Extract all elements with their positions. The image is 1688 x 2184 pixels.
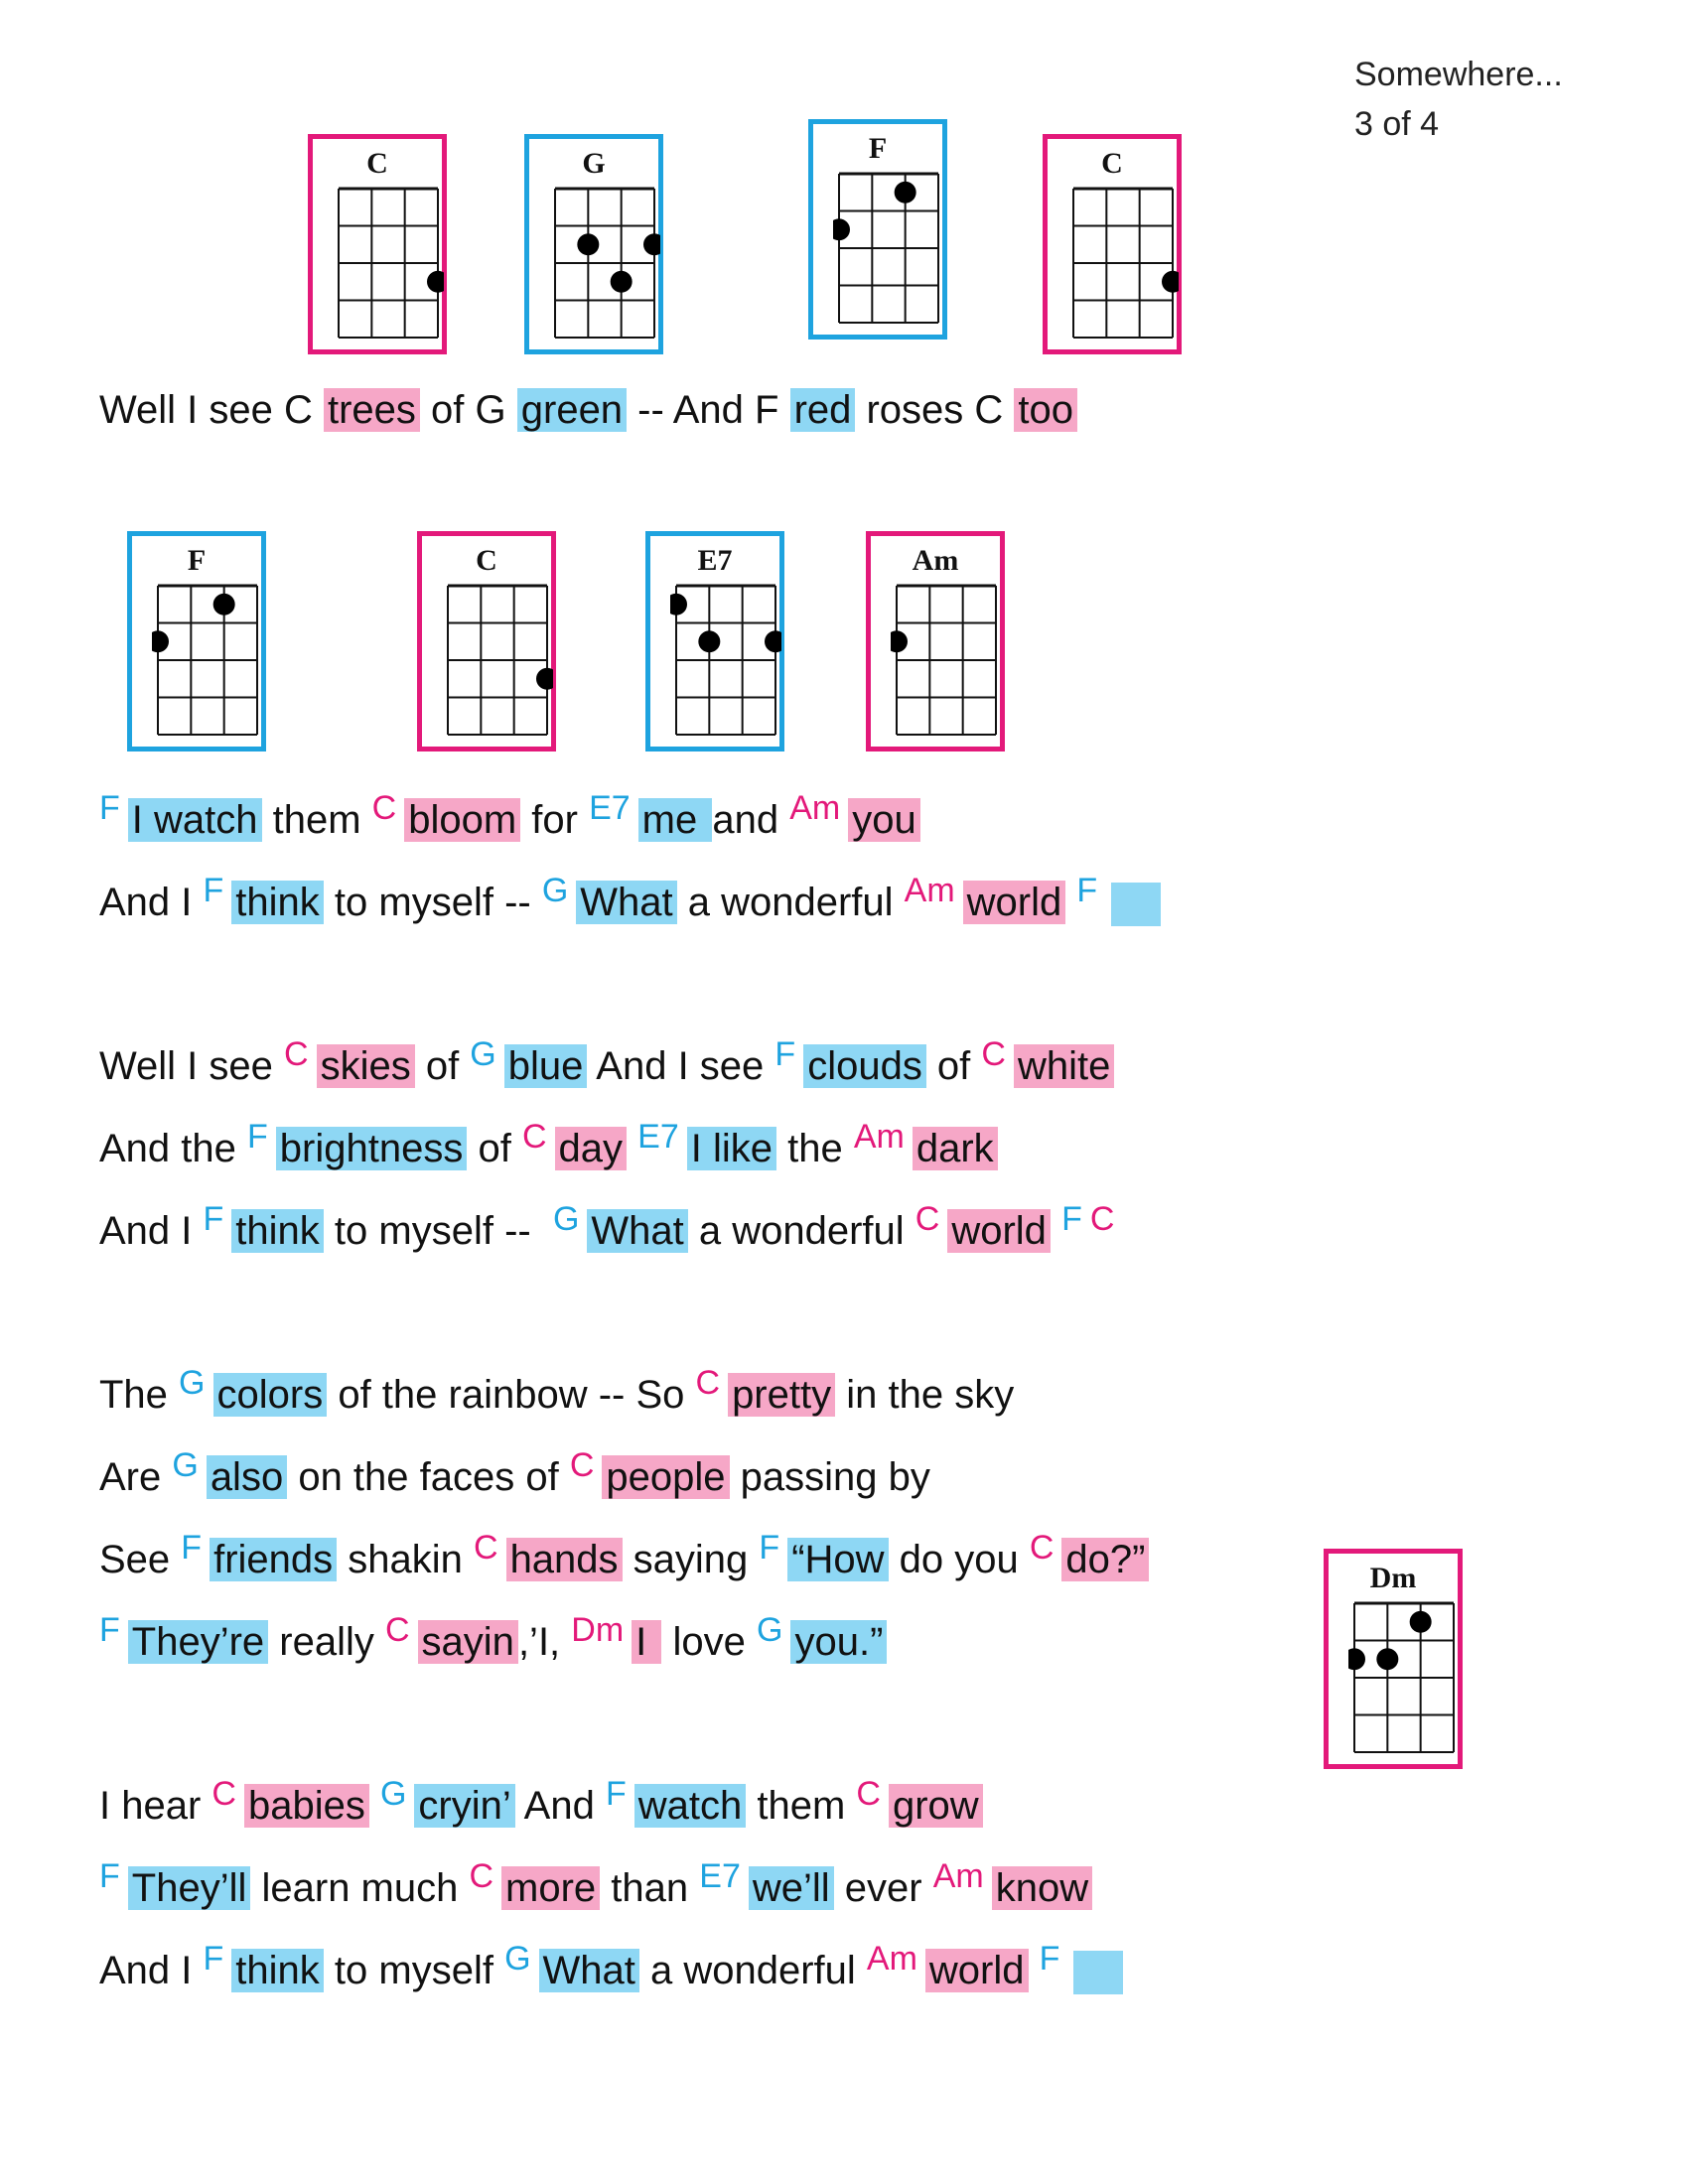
finger-dot bbox=[765, 630, 781, 652]
chord-name: E7 bbox=[697, 544, 733, 577]
highlight-word: world bbox=[963, 881, 1066, 924]
finger-dot bbox=[427, 271, 444, 293]
page-header bbox=[1354, 50, 1563, 149]
chord-label: C bbox=[914, 1200, 940, 1238]
chord-label: Am bbox=[789, 789, 841, 827]
lyric-line-7: The $^G$ colors of the rainbow -- So $^C$ pretty in the sky bbox=[99, 1364, 1015, 1417]
chord-label: C bbox=[384, 1611, 410, 1649]
finger-dot bbox=[611, 271, 633, 293]
highlight-word: I bbox=[632, 1620, 661, 1664]
blank-highlight bbox=[1111, 883, 1161, 926]
chord-label: F bbox=[181, 1529, 203, 1567]
lyric-line-2: $^F$ I watch them $^C$ bloom for $^{E7}$ me and $^{Am}$ you bbox=[99, 792, 920, 850]
highlight-word: know bbox=[992, 1866, 1092, 1910]
chord-diagram-am bbox=[866, 531, 1005, 751]
highlight-word: do?” bbox=[1061, 1538, 1149, 1581]
chord-name: Dm bbox=[1369, 1562, 1417, 1594]
highlight-word: me bbox=[638, 798, 713, 842]
chord-diagram-c bbox=[1043, 134, 1182, 354]
finger-dot bbox=[1162, 271, 1179, 293]
chord-label: F bbox=[605, 1775, 627, 1813]
highlight-word: green bbox=[517, 388, 627, 432]
chord-grid bbox=[891, 584, 1002, 741]
highlight-word: you.” bbox=[790, 1620, 887, 1664]
chord-label: Dm bbox=[571, 1611, 625, 1649]
chord-label: F bbox=[1039, 1940, 1060, 1978]
chord-label: F bbox=[99, 1857, 120, 1895]
chord-label: G bbox=[504, 1940, 531, 1978]
finger-dot bbox=[698, 630, 720, 652]
chord-name: Am bbox=[912, 544, 959, 577]
finger-dot bbox=[577, 233, 599, 255]
chord-label: G bbox=[172, 1446, 199, 1484]
chord-label: G bbox=[757, 1611, 783, 1649]
chord-label: F bbox=[774, 1035, 796, 1073]
highlight-word: brightness bbox=[276, 1127, 468, 1170]
finger-dot bbox=[152, 630, 169, 652]
chord-label: E7 bbox=[699, 1857, 741, 1895]
finger-dot bbox=[1410, 1611, 1432, 1633]
highlight-word: world bbox=[925, 1949, 1029, 1992]
chord-grid bbox=[1348, 1601, 1460, 1758]
chord-diagram-dm bbox=[1324, 1549, 1463, 1769]
highlight-word: dark bbox=[913, 1127, 998, 1170]
chord-label: C bbox=[521, 1118, 547, 1156]
highlight-word: also bbox=[207, 1455, 287, 1499]
chord-diagram-c bbox=[417, 531, 556, 751]
chord-label: F bbox=[203, 872, 224, 909]
chord-diagram-f bbox=[808, 119, 947, 340]
chord-label: F bbox=[203, 1200, 224, 1238]
highlight-word: hands bbox=[506, 1538, 623, 1581]
chord-label: C bbox=[474, 1529, 498, 1567]
chord-label: F bbox=[203, 1940, 224, 1978]
highlight-word: babies bbox=[244, 1784, 369, 1828]
finger-dot bbox=[833, 218, 850, 240]
finger-dot bbox=[1348, 1648, 1365, 1670]
highlight-word: bloom bbox=[404, 798, 520, 842]
chord-grid bbox=[670, 584, 781, 741]
chord-label: F bbox=[99, 1611, 120, 1649]
chord-label: G bbox=[379, 1775, 407, 1813]
highlight-word: clouds bbox=[803, 1044, 926, 1088]
chord-grid bbox=[152, 584, 263, 741]
chord-label: C bbox=[371, 789, 397, 827]
chord-label: E7 bbox=[637, 1118, 679, 1156]
lyric-line-8: Are $^G$ also on the faces of $^C$ people passing by bbox=[99, 1446, 930, 1499]
highlight-word: skies bbox=[317, 1044, 415, 1088]
highlight-word: sayin bbox=[418, 1620, 518, 1664]
highlight-word: world bbox=[947, 1209, 1051, 1253]
chord-grid bbox=[549, 187, 660, 343]
highlight-word: What bbox=[576, 881, 676, 924]
lyric-line-4: Well I see $^C$ skies of $^G$ blue And I see $^F$ clouds of $^C$ white bbox=[99, 1038, 1114, 1096]
chord-label: Am bbox=[866, 1940, 917, 1978]
highlight-word: trees bbox=[324, 388, 420, 432]
chord-label: G bbox=[470, 1035, 496, 1073]
highlight-word: white bbox=[1014, 1044, 1114, 1088]
finger-dot bbox=[1376, 1648, 1398, 1670]
chord-diagram-c bbox=[308, 134, 447, 354]
chord-name: C bbox=[1101, 147, 1123, 180]
lyric-line-13: And I $^F$ think to myself $^G$ What a wonderful $^{Am}$ world $^F$ bbox=[99, 1943, 1123, 2000]
highlight-word: think bbox=[231, 881, 324, 924]
highlight-word: think bbox=[231, 1209, 324, 1253]
chord-label: G bbox=[179, 1364, 206, 1402]
chord-grid bbox=[1067, 187, 1179, 343]
finger-dot bbox=[536, 668, 553, 690]
highlight-word: “How bbox=[787, 1538, 888, 1581]
finger-dot bbox=[670, 594, 687, 615]
chord-label: C bbox=[981, 1035, 1006, 1073]
highlight-word: I like bbox=[687, 1127, 776, 1170]
highlight-word: What bbox=[539, 1949, 639, 1992]
highlight-word: more bbox=[501, 1866, 600, 1910]
chord-name: C bbox=[476, 544, 497, 577]
highlight-word: people bbox=[602, 1455, 729, 1499]
chord-name: F bbox=[868, 132, 888, 165]
lyric-line-9: See $^F$ friends shakin $^C$ hands saying $^F$ “How do you $^C$ do?” bbox=[99, 1532, 1149, 1589]
highlight-word: grow bbox=[889, 1784, 983, 1828]
chord-label: F bbox=[1061, 1200, 1082, 1238]
chord-label: F bbox=[247, 1118, 268, 1156]
lyric-line-3: And I $^F$ think to myself -- $^G$ What a wonderful $^{Am}$ world $^F$ bbox=[99, 875, 1161, 932]
chord-diagram-g bbox=[524, 134, 663, 354]
chord-name: C bbox=[366, 147, 388, 180]
chord-name: G bbox=[582, 147, 606, 180]
song-title: Somewhere... bbox=[1354, 56, 1563, 93]
chord-label: C bbox=[469, 1857, 494, 1895]
lyric-line-6: And I $^F$ think to myself -- $^G$ What a wonderful $^C$ world $^F$ $^C$ bbox=[99, 1200, 1115, 1253]
highlight-word: blue bbox=[504, 1044, 588, 1088]
finger-dot bbox=[643, 233, 660, 255]
chord-label: G bbox=[541, 872, 569, 909]
finger-dot bbox=[891, 630, 908, 652]
highlight-word: we’ll bbox=[749, 1866, 834, 1910]
chord-label: G bbox=[552, 1200, 580, 1238]
highlight-word: too bbox=[1014, 388, 1077, 432]
highlight-word: What bbox=[587, 1209, 687, 1253]
highlight-word: friends bbox=[210, 1538, 337, 1581]
lyric-line-1: Well I see C trees of G green -- And F red roses C too bbox=[99, 382, 1077, 438]
highlight-word: think bbox=[231, 1949, 324, 1992]
page-number: 3 of 4 bbox=[1354, 105, 1440, 143]
chord-diagram-e7 bbox=[645, 531, 784, 751]
highlight-word: cryin’ bbox=[414, 1784, 514, 1828]
blank-highlight bbox=[1073, 1951, 1123, 1994]
lyric-line-12: $^F$ They’ll learn much $^C$ more than $^{E7}$ we’ll ever $^{Am}$ know bbox=[99, 1860, 1092, 1918]
highlight-word: you bbox=[848, 798, 920, 842]
lyric-line-11: I hear $^C$ babies $^G$ cryin’ And $^F$ watch them $^C$ grow bbox=[99, 1778, 983, 1836]
chord-label: C bbox=[569, 1446, 595, 1484]
chord-grid bbox=[442, 584, 553, 741]
chord-name: F bbox=[187, 544, 207, 577]
chord-diagram-f bbox=[127, 531, 266, 751]
chord-label: E7 bbox=[589, 789, 631, 827]
chord-label: F bbox=[99, 789, 120, 827]
finger-dot bbox=[895, 182, 916, 204]
chord-label: C bbox=[856, 1775, 881, 1813]
highlight-word: colors bbox=[213, 1373, 328, 1417]
chord-grid bbox=[833, 172, 944, 329]
highlight-word: pretty bbox=[728, 1373, 835, 1417]
highlight-word: I watch bbox=[128, 798, 262, 842]
highlight-word: watch bbox=[634, 1784, 747, 1828]
chord-label: Am bbox=[932, 1857, 984, 1895]
lyric-line-5: And the $^F$ brightness of $^C$ day $^{E7}$ I like the $^{Am}$ dark bbox=[99, 1121, 998, 1178]
finger-dot bbox=[213, 594, 235, 615]
chord-label: F bbox=[759, 1529, 780, 1567]
chord-grid bbox=[333, 187, 444, 343]
chord-label: Am bbox=[853, 1118, 905, 1156]
lyric-line-10: $^F$ They’re really $^C$ sayin ,’I, $^{Dm}$ I love $^G$ you.” bbox=[99, 1614, 887, 1672]
chord-label: C bbox=[1089, 1200, 1115, 1238]
chord-label: F bbox=[1076, 872, 1098, 909]
highlight-word: day bbox=[555, 1127, 628, 1170]
highlight-word: red bbox=[790, 388, 856, 432]
chord-label: Am bbox=[904, 872, 955, 909]
chord-label: C bbox=[695, 1364, 721, 1402]
chord-label: C bbox=[1029, 1529, 1055, 1567]
highlight-word: They’ll bbox=[128, 1866, 251, 1910]
chord-label: C bbox=[211, 1775, 236, 1813]
chord-label: C bbox=[284, 1035, 309, 1073]
highlight-word: They’re bbox=[128, 1620, 268, 1664]
